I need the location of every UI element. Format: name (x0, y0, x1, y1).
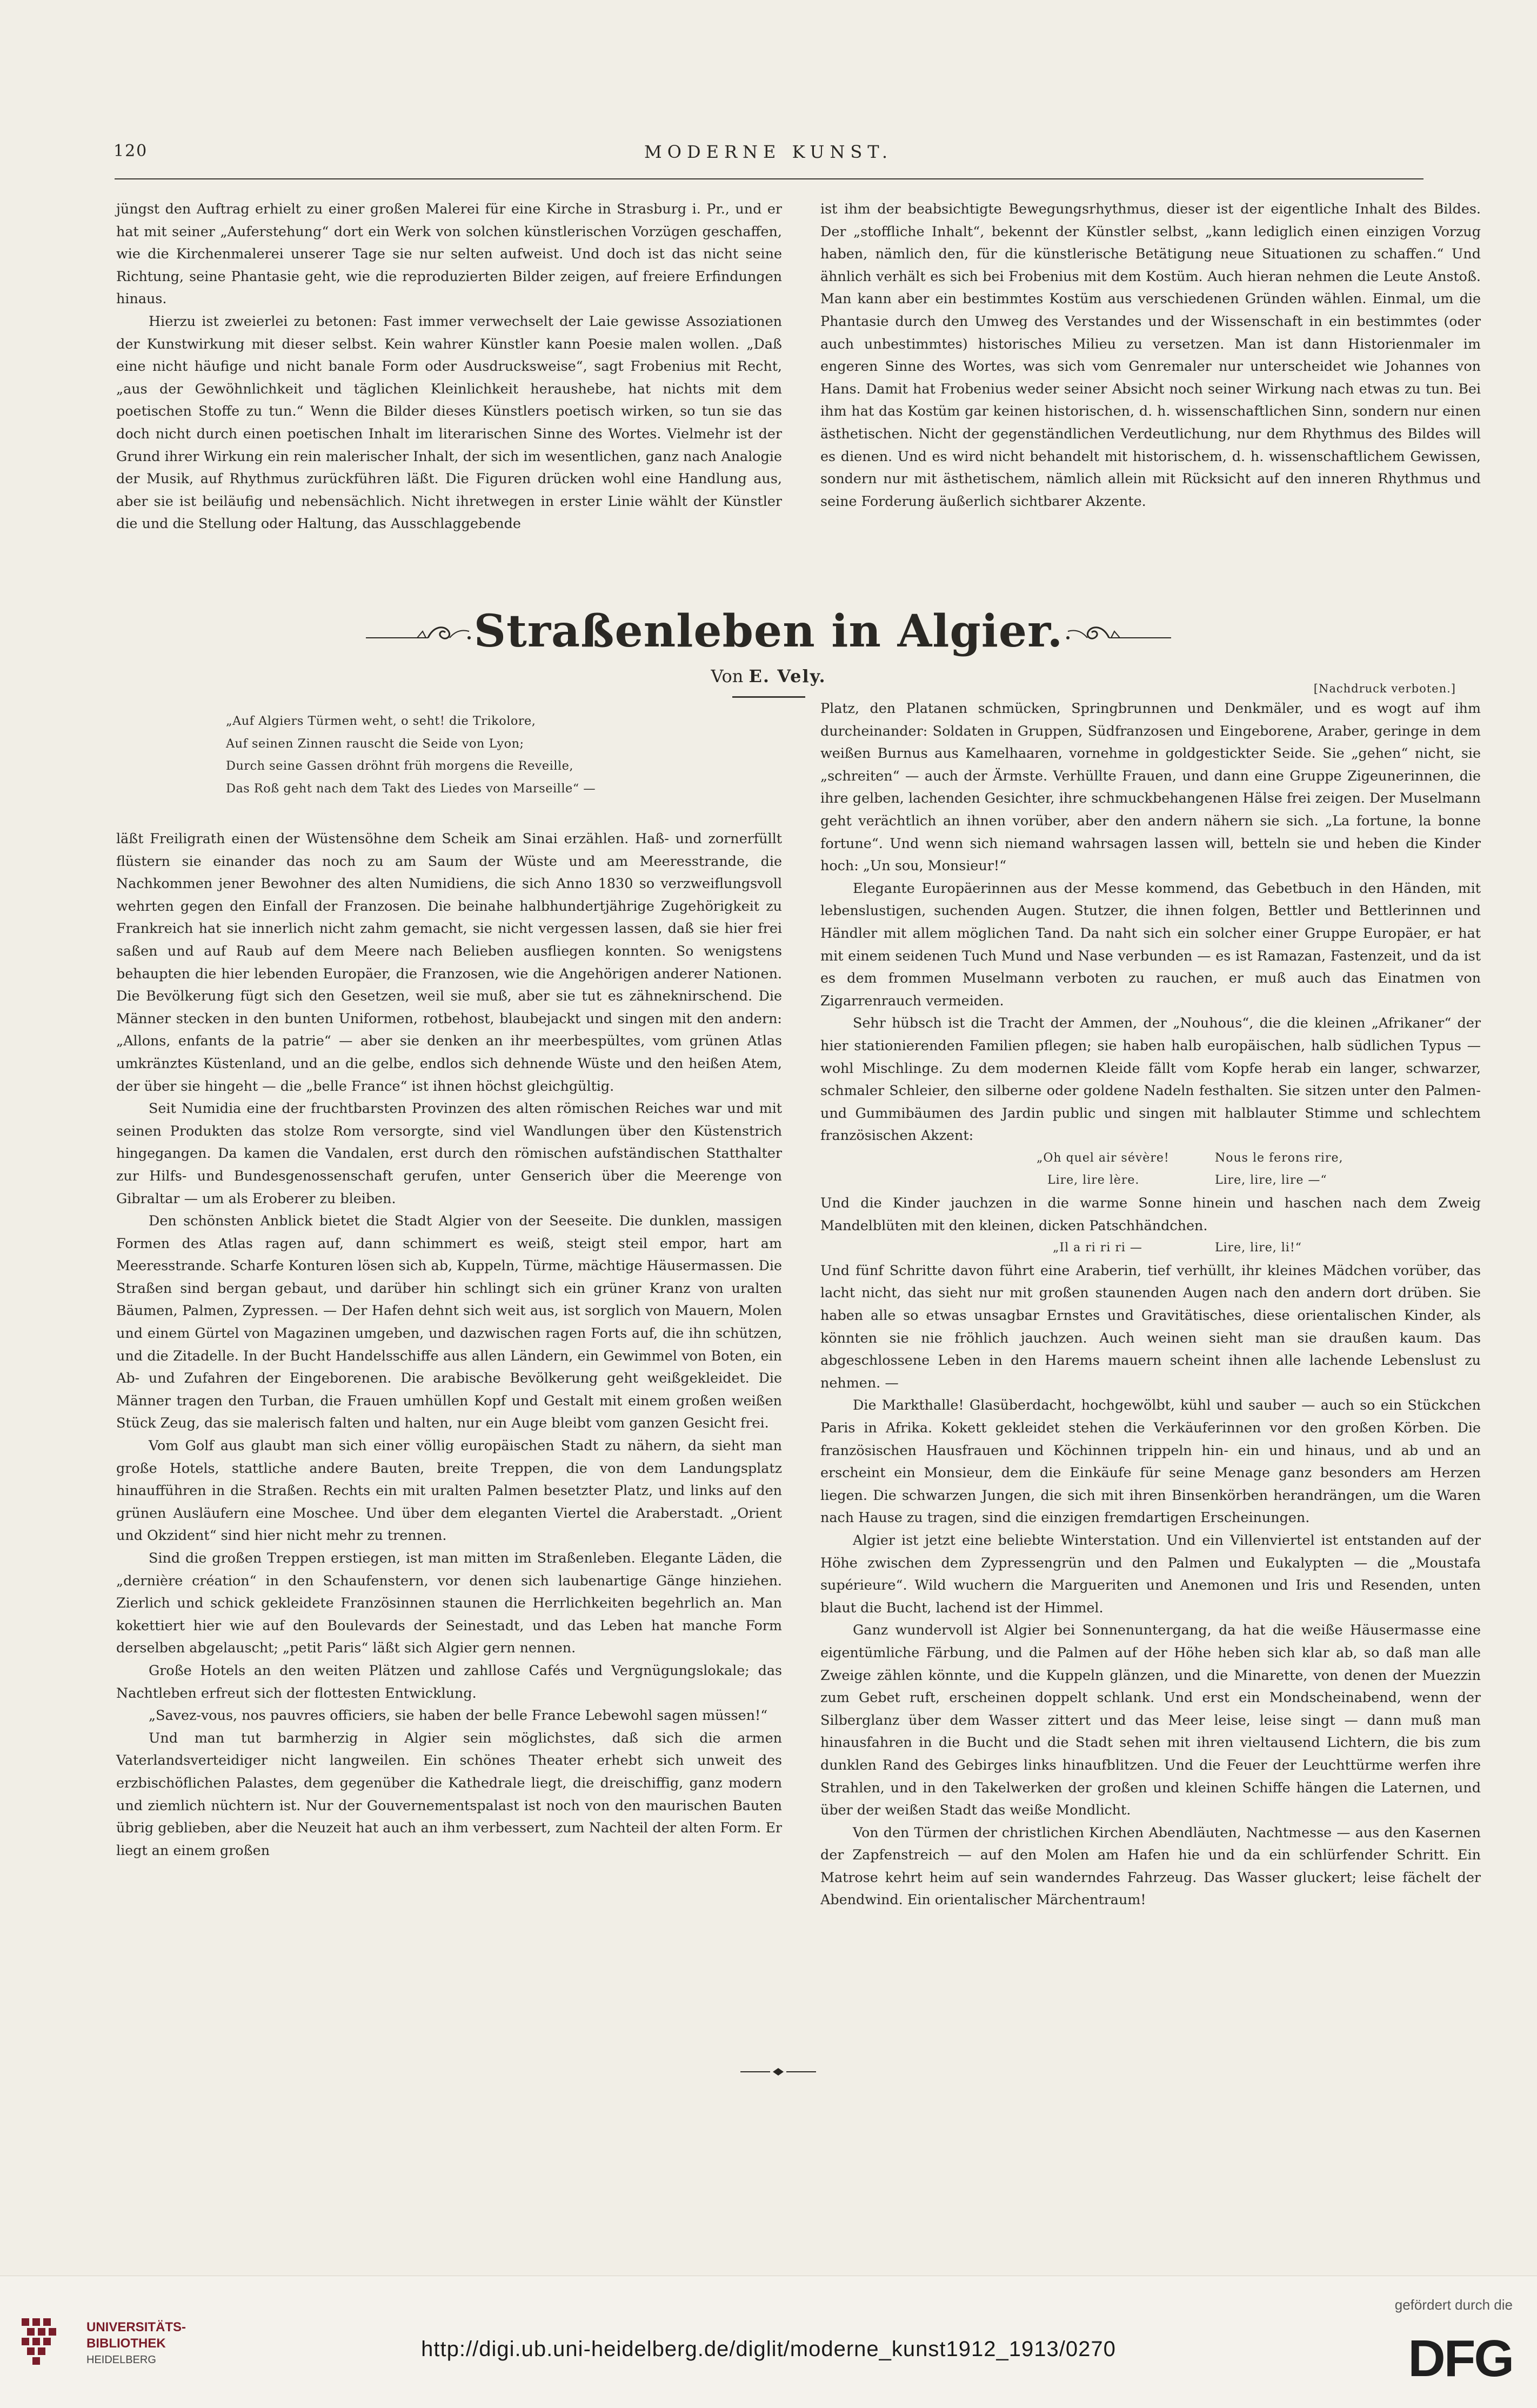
epigraph-line: Durch seine Gassen dröhnt früh morgens die Reveille, (226, 759, 574, 773)
song-verse (820, 1237, 1481, 1259)
paragraph: Von den Türmen der christlichen Kirchen Abendläuten, Nachtmesse — aus den Kasernen der Zapfenstreich — auf den Molen am Hafen hie und da ein schlürfender Schritt. Ein Matrose kehrt heim auf sein wanderndes Fahrzeug. Das Wasser gluckert; leise fächelt der Abendwind. Ein orientalischer Märchentraum! (820, 1824, 1481, 1908)
verse-line: „Il a ri ri ri — (1053, 1241, 1142, 1255)
byline-prefix: Von (711, 666, 744, 686)
paragraph: jüngst den Auftrag erhielt zu einer großen Malerei für eine Kirche in Strasburg i. Pr., und er hat mit seiner „Auferstehung“ dort ein Werk von solchen künstlerischen Vorzügen geschaffen, wie die Kirchenmalerei unserer Tage sie nur selten aufweist. Und doch ist das nicht seine Richtung, seine Phantasie geht, wie die reproduzierten Bilder zeigen, auf freiere Erfindungen hinaus. (116, 201, 782, 307)
paragraph: Und fünf Schritte davon führt eine Araberin, tief verhüllt, ihr kleines Mädchen vorüber, das lacht nicht, das sieht nur mit großen staunenden Augen nach den andern dort drüben. Sie haben alle so etwas unsagbar Ernstes und Gravitätisches, diese orientalischen Kinder, als könnten sie nie fröhlich jauchzen. Auch weinen sieht man sie draußen kaum. Das abgeschlossene Leben in den Harems mauern scheint ihnen alle lachende Lebenslust zu nehmen. — (820, 1262, 1481, 1391)
verse-line: Lire, lire lère. (1047, 1173, 1140, 1188)
paragraph: Vom Golf aus glaubt man sich einer völlig europäischen Stadt zu nähern, da sieht man große Hotels, stattliche andere Bauten, breite Treppen, die von dem Landungsplatz hinaufführen in die Straßen. Rechts ein mit uralten Palmen besetzter Platz, und links auf den grünen Ausläufern eine Moschee. Und über dem eleganten Viertel die Araberstadt. „Orient und Okzident“ sind hier nicht mehr zu trennen. (116, 1437, 782, 1544)
song-verse (820, 1147, 1481, 1170)
header-rule (115, 178, 1424, 179)
digitization-footer (0, 2276, 1537, 2408)
paragraph: Platz, den Platanen schmücken, Springbrunnen und Denkmäler, und es wogt auf ihm durcheinander: Soldaten in Gruppen, Südfranzosen und Eingeborene, Araber, geringe in dem weißen Burnus aus Kamelhaaren, vornehme in goldgestickter Seide. Sie „gehen“ nicht, sie „schreiten“ — auch der Ärmste. Verhüllte Frauen, und dann eine Gruppe Zigeunerinnen, die ihre gelben, lachenden Gesichter, ihre schmuckbehangenen Hälse frei zeigen. Der Muselmann geht verächtlich an ihnen vorüber, aber den andern nähern sie sich. „La fortune, la bonne fortune“. Und wenn sich niemand wahrsagen lassen will, betteln sie und heben die Kinder hoch: „Un sou, Monsieur!“ (820, 700, 1481, 874)
article-title: Straßenleben in Algier. (473, 605, 1064, 657)
verse-line: „Oh quel air sévère! (1037, 1151, 1170, 1165)
top-left-column (116, 198, 782, 535)
paragraph: Hierzu ist zweierlei zu betonen: Fast immer verwechselt der Laie gewisse Assoziationen der Kunstwirkung mit dieser selbst. Kein wahrer Künstler kann Poesie malen wollen. „Daß eine nicht häufige und nicht banale Form oder Ausdrucksweise“, sagt Frobenius mit Recht, „aus der Gewöhnlichkeit und täglichen Kleinlichkeit heraushebe, hat nichts mit dem poetischen Stoffe zu tun.“ Wenn die Bilder dieses Künstlers poetisch wirken, so tun sie das doch nicht durch einen poetischen Inhalt im literarischen Sinne des Wortes. Vielmehr ist der Grund ihrer Wirkung ein rein malerischer Inhalt, der sich im wesentlichen, ganz nach Analogie der Musik, auf Rhythmus zurückführen läßt. Die Figuren drücken wohl eine Handlung aus, aber sie ist beiläufig und nebensächlich. Nicht ihretwegen in erster Linie wählt der Künstler die und die Stellung oder Haltung, das Ausschlaggebende (116, 312, 782, 532)
epigraph-line: „Auf Algiers Türmen weht, o seht! die Trikolore, (226, 714, 536, 728)
byline (0, 666, 1537, 686)
institution-line: UNIVERSITÄTS- (86, 2320, 186, 2334)
paragraph: Und die Kinder jauchzen in die warme Sonne hinein und haschen nach dem Zweig Mandelblüten mit den kleinen, dicken Patschhändchen. (820, 1195, 1481, 1233)
paragraph: Elegante Europäerinnen aus der Messe kommend, das Gebetbuch in den Händen, mit lebenslustigen, suchenden Augen. Stutzer, die ihnen folgen, Bettler und Bettlerinnen und Händler mit allem möglichen Tand. Da naht sich ein solcher einer Gruppe Europäer, er hat mit einem seidenen Tuch Mund und Nase verbunden — es ist Ramazan, Fastenzeit, und da ist es dem frommen Muselmann verboten zu rauchen, er muß auch das Einatmen von Zigarrenrauch vermeiden. (820, 879, 1481, 1009)
left-title-ornament-icon (363, 615, 471, 648)
paragraph: ist ihm der beabsichtigte Bewegungsrhythmus, dieser ist der eigentliche Inhalt des Bildes. Der „stoffliche Inhalt“, bekennt der Künstler selbst, „kann lediglich einen einzigen Vorzug haben, nämlich den, für die künstlerische Betätigung neue Situationen zu schaffen.“ Und ähnlich verhält es sich bei Frobenius mit dem Kostüm. Auch hieran nehmen die Leute Anstoß. Man kann aber ein bestimmtes Kostüm aus verschiedenen Gründen wählen. Einmal, um die Phantasie durch den Umweg des Verstandes und der Wissenschaft in ein bestimmtes (oder auch unbestimmtes) historisches Milieu zu versetzen. Man ist dann Historienmaler im engeren Sinne des Wortes, was sich vom Genremaler nur unterscheidet wie Johannes von Hans. Damit hat Frobenius weder seiner Absicht noch seiner Wirkung nach etwas zu tun. Bei ihm hat das Kostüm gar keinen historischen, d. h. wissenschaftlichen Sinn, sondern nur einen ästhetischen. Nicht der gegenständlichen Verdeutlichung, nur dem Rhythmus des Bildes will es dienen. Und es wird nicht behandelt mit historischem, d. h. wissenschaftlichem Gewissen, sondern nur mit ästhetischem, nämlich allein mit Rücksicht auf den inneren Rhythmus und seine Forderung äußerlich sichtbarer Akzente. (820, 201, 1481, 509)
paragraph: Seit Numidia eine der fruchtbarsten Provinzen des alten römischen Reiches war und mit seinen Produkten das stolze Rom versorgte, sind viel Wandlungen über den Küstenstrich hingegangen. Da kamen die Vandalen, erst durch den römischen aufständischen Statthalter zur Hilfs- und Bundesgenossenschaft gerufen, unter Genserich über die Meerenge von Gibraltar — um als Eroberer zu bleiben. (116, 1100, 782, 1206)
paragraph: Den schönsten Anblick bietet die Stadt Algier von der Seeseite. Die dunklen, massigen Formen des Atlas ragen auf, dann schimmert es weiß, steigt steil empor, hart am Meeresstrande. Scharfe Konturen lösen sich ab, Kuppeln, Türme, mächtige Häusermassen. Die Straßen sind bergan gebaut, und darüber hin schlingt sich ein grüner Kranz von uralten Bäumen, Palmen, Zypressen. — Der Hafen dehnt sich weit aus, ist sorglich von Mauern, Molen und einem Gürtel von Magazinen umgeben, und dazwischen ragen Forts auf, die ihn schützen, und die Zitadelle. In der Bucht Handelsschiffe aus allen Ländern, ein Gewimmel von Boten, ein Ab- und Zufahren der Eingeborenen. Die arabische Bevölkerung geht weißgekleidet. Die Männer tragen den Turban, die Frauen umhüllen Kopf und Gestalt mit einem großen weißen Stück Zeug, das sie malerisch falten und halten, nur ein Auge bleibt vom ganzen Gesicht frei. (116, 1212, 782, 1431)
paragraph: Sind die großen Treppen erstiegen, ist man mitten im Straßenleben. Elegante Läden, die „dernière création“ in den Schaufenstern, vor denen sich laubenartige Gänge hinziehen. Zierlich und schick gekleidete Französinnen staunen die Herrlichkeiten begehrlich an. Man kokettiert hier wie auf den Boulevards der Seinestadt, und das Leben hat manche Form derselben abgelauscht; „petit Paris“ läßt sich Algier gern nennen. (116, 1550, 782, 1656)
paragraph: Algier ist jetzt eine beliebte Winterstation. Und ein Villenviertel ist entstanden auf der Höhe zwischen dem Zypressengrün und den Palmen und Eukalypten — die „Moustafa supérieure“. Wild wuchern die Margueriten und Anemonen und Iris und Resenden, unten blaut die Bucht, lachend ist der Himmel. (820, 1531, 1481, 1616)
running-header (113, 142, 1424, 174)
institution-line: BIBLIOTHEK (86, 2336, 166, 2351)
paragraph: „Savez-vous, nos pauvres officiers, sie haben der belle France Lebewohl sagen müssen!“ (149, 1707, 768, 1724)
funder-logo[interactable] (1356, 2297, 1513, 2394)
dfg-logo: DFG (1408, 2330, 1513, 2387)
running-title: MODERNE KUNST. (644, 142, 893, 162)
verse-line: Lire, lire, li!“ (1215, 1241, 1302, 1255)
paragraph: Ganz wundervoll ist Algier bei Sonnenuntergang, da hat die weiße Häusermasse eine eigentümliche Färbung, und die Palmen auf der Höhe heben sich klar ab, so daß man alle Zweige zählen könnte, und die Kuppeln glänzen, und die Minarette, von denen der Muezzin zum Gebet ruft, erscheinen doppelt schlank. Und erst ein Mondscheinabend, wenn der Silberglanz über dem Wasser zittert und das Meer leise, leise singt — dann muß man hinausfahren in die Bucht und die Stadt sehen mit ihren vieltausend Lichtern, die bis zum dunklen Rand des Gebirges links hinaufblitzen. Und die Feuer der Leuchttürme werfen ihre Strahlen, und in den Takelwerken der großen und kleinen Schiffe hängen die Laternen, und über der weißen Stadt das weiße Mondlicht. (820, 1622, 1481, 1818)
right-title-ornament-icon (1066, 615, 1174, 648)
author-name: E. Vely. (749, 666, 826, 686)
epigraph-line: Das Roß geht nach dem Takt des Liedes von Marseille“ — (226, 781, 596, 796)
reprint-note: [Nachdruck verboten.] (1313, 682, 1456, 695)
paragraph: läßt Freiligrath einen der Wüstensöhne dem Scheik am Sinai erzählen. Haß- und zornerfüllt flüstern sie einander das noch zu am Saum der Wüste und am Meeresstrande, die Nachkommen jener Bewohner des alten Numidiens, die sich Anno 1830 so verzweiflungsvoll wehrten gegen den Einfall der Franzosen. Die beinahe halbhundertjährige Zugehörigkeit zu Frankreich hat sie innerlich nicht zahm gemacht, sie nicht vergessen lassen, daß sie hier frei saßen und auf Raub auf dem Meere nach Belieben ausfliegen konnten. So wenigstens behaupten die hier lebenden Europäer, die Franzosen, wie die Angehörigen anderer Nationen. Die Bevölkerung fügt sich den Gesetzen, weil sie muß, aber sie tut es zähneknirschend. Die Männer stecken in den bunten Uniformen, rotbehost, blaubejackt und singen mit den andern: „Allons, enfants de la patrie“ — aber sie denken an ihr meerbespültes, vom grünen Atlas umkränztes Küstenland, und an die gelbe, endlos sich dehnende Wüste und den heißen Atem, der über sie hingeht — die „belle France“ ist ihnen höchst gleichgültig. (116, 830, 782, 1094)
page-number: 120 (113, 142, 148, 161)
song-verse (820, 1169, 1481, 1192)
verse-line: Lire, lire, lire —“ (1215, 1173, 1327, 1188)
article-title-row (0, 605, 1537, 665)
epigraph-line: Auf seinen Zinnen rauscht die Seide von Lyon; (226, 736, 524, 751)
epigraph (226, 710, 596, 800)
paragraph: Die Markthalle! Glasüberdacht, hochgewölbt, kühl und sauber — auch so ein Stückchen Paris in Afrika. Kokett gekleidet stehen die Verkäuferinnen vor den großen Körben. Die französischen Hausfrauen und Köchinnen trippeln hin- ein und hinaus, und ab und an erscheint ein Monsieur, dem die Einkäufe für seine Menage ganz besonders am Herzen liegen. Die schwarzen Jungen, die sich mit ihren Binsenkörben herandrängen, um die Waren nach Hause zu tragen, sind die einzigen fremdartigen Erscheinungen. (820, 1397, 1481, 1526)
paragraph: Sehr hübsch ist die Tracht der Ammen, der „Nouhous“, die die kleinen „Afrikaner“ der hier stationierenden Familien pflegen; sie haben halb europäischen, halb südlichen Typus — wohl Mischlinge. Zu dem modernen Kleide fällt vom Kopfe herab ein langer, schwarzer, schmaler Schleier, den silberne oder goldene Nadeln festhalten. Sie sitzen unter den Palmen- und Gummibäumen des Jardin public und singen mit halblauter Stimme und schlechtem französischen Akzent: (820, 1015, 1481, 1144)
institution-line: HEIDELBERG (86, 2354, 156, 2366)
byline-rule (732, 696, 805, 698)
paragraph: Große Hotels an den weiten Plätzen und zahllose Cafés und Vergnügungslokale; das Nachtleben erfreut sich der flottesten Entwicklung. (116, 1662, 782, 1701)
end-ornament-icon (740, 2064, 816, 2080)
article-right-column (820, 697, 1481, 1911)
article-left-column (116, 828, 782, 1862)
funding-label: gefördert durch die (1394, 2297, 1513, 2313)
permalink-url[interactable]: http://digi.ub.uni-heidelberg.de/diglit/moderne_kunst1912_1913/0270 (421, 2337, 1116, 2361)
top-right-column (820, 198, 1481, 512)
verse-line: Nous le ferons rire, (1215, 1151, 1344, 1165)
paragraph: Und man tut barmherzig in Algier sein möglichstes, daß sich die armen Vaterlandsverteidiger nicht langweilen. Ein schönes Theater erhebt sich unweit des erzbischöflichen Palastes, dem gegenüber die Kathedrale liegt, die dreischiffig, ganz modern und ziemlich nüchtern ist. Nur der Gouvernementspalast ist noch von den maurischen Bauten übrig geblieben, aber die Neuzeit hat auch an ihm verbessert, zum Nachteil der alten Form. Er liegt an einem großen (116, 1729, 782, 1858)
